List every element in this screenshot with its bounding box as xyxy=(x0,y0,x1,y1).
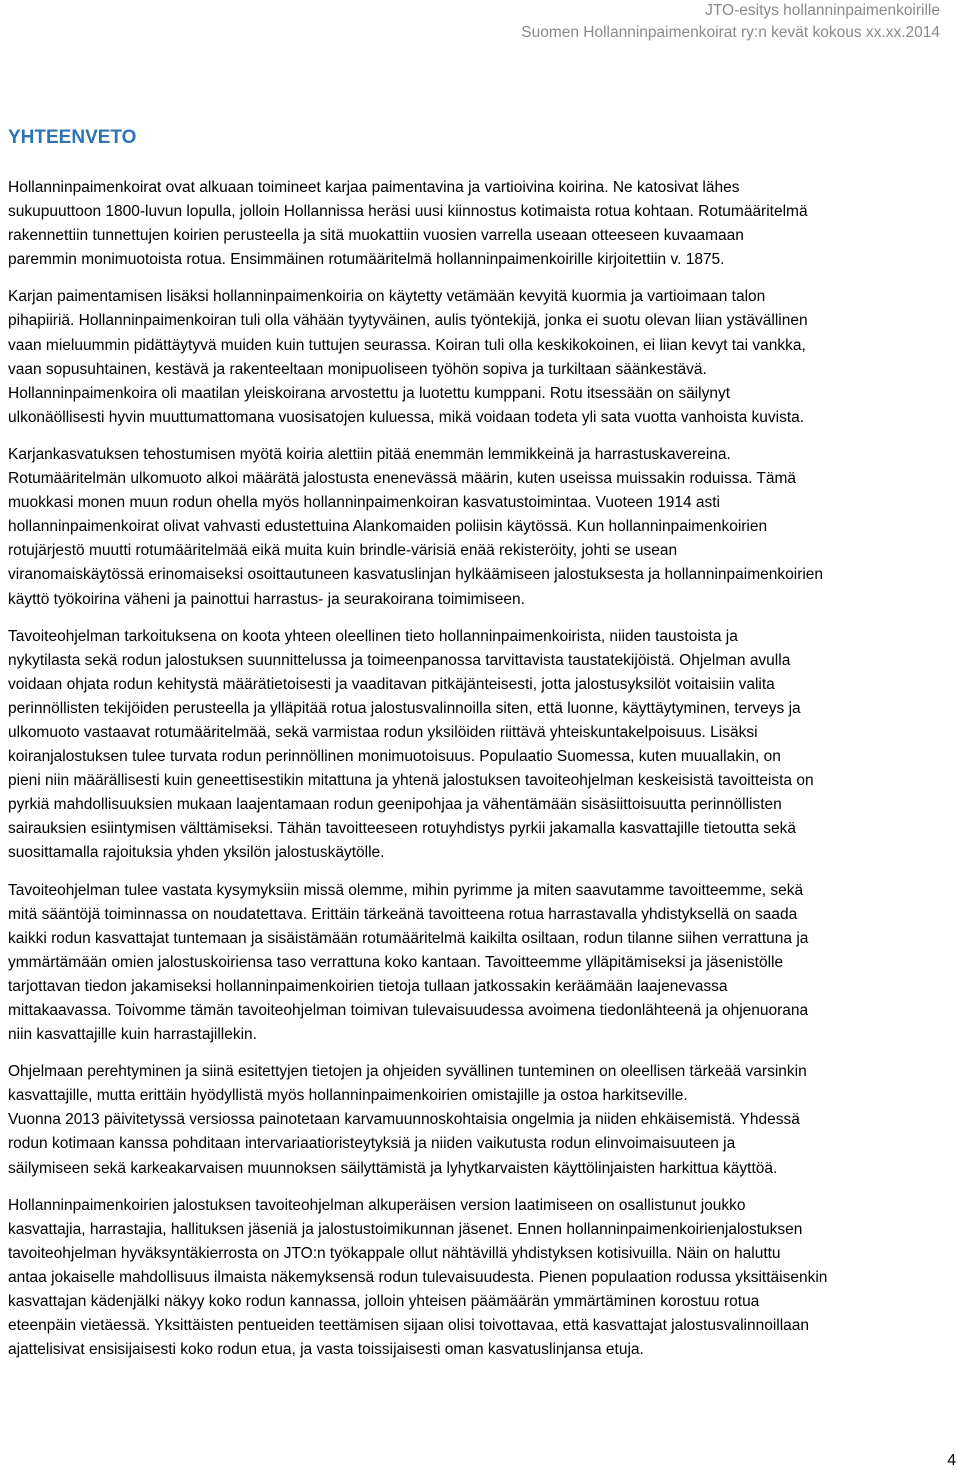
paragraph-line: kasvattajia, harrastajia, hallituksen jäseniä ja jalostustoimikunnan jäsenet. Ennen hollanninpaimenkoirienjalostuksen xyxy=(8,1220,803,1238)
paragraph-line: perinnöllisten tekijöiden perusteella ja ylläpitää rotua jalostusvalinnoilla siten, että luonne, käyttäytyminen, terveys ja xyxy=(8,699,801,717)
paragraph-line: paremmin monimuotoista rotua. Ensimmäinen rotumääritelmä hollanninpaimenkoirille kirjoitettiin v. 1875. xyxy=(8,251,725,269)
paragraph-line: kaikki rodun kasvattajat tuntemaan ja sisäistämään rotumääritelmä kaikilta osiltaan, rodun tilanne siihen verrattuna ja xyxy=(8,929,809,947)
body-paragraph xyxy=(8,285,958,430)
paragraph-line: tarjottavan tiedon jakamiseksi hollanninpaimenkoirien tietoja tullaan jatkossakin keräämään laajenevassa xyxy=(8,977,728,995)
paragraph-line: Vuonna 2013 päivitetyssä versiossa painotetaan karvamuunnoskohtaisia ongelmia ja niiden ehkäisemistä. Yhdessä xyxy=(8,1111,800,1129)
paragraph-line: sairauksien esiintymisen välttämiseksi. Tähän tavoitteeseen rotuyhdistys pyrkii jakamalla kasvattajille tietoutta sekä xyxy=(8,820,796,838)
paragraph-line: pihapiiriä. Hollanninpaimenkoiran tuli olla vähään tyytyväinen, aulis työntekijä, jonka ei suotu olevan liian ystävällinen xyxy=(8,312,808,330)
paragraph-line: muokkasi monen muun rodun ohella myös hollanninpaimenkoiran kasvatustoimintaa. Vuoteen 1914 asti xyxy=(8,494,720,512)
page-number: 4 xyxy=(947,1452,956,1469)
paragraph-line: ulkomuoto vastaavat rotumääritelmää, sekä varmistaa rodun yksilöiden riittävä yhteiskuntakelpoisuus. Lisäksi xyxy=(8,723,758,741)
paragraph-line: pieni niin määrällisesti kuin geneettisestikin mitattuna ja yhtenä jalostuksen tavoiteohjelman keskeisistä tavoitteista on xyxy=(8,772,814,790)
document-body xyxy=(8,176,958,1375)
paragraph-line: eteenpäin vietäessä. Yksittäisten pentueiden teettämisen sijaan olisi toivottavaa, että kasvattajat jalostusvalinnoillaan xyxy=(8,1317,810,1335)
body-paragraph xyxy=(8,879,958,1048)
body-paragraph xyxy=(8,625,958,866)
paragraph-line: vaan sopusuhtainen, kestävä ja rakenteeltaan monipuoliseen työhön sopiva ja turkiltaan säänkestävä. xyxy=(8,360,707,378)
paragraph-line: koiranjalostuksen tulee turvata rodun perinnöllinen monimuotoisuus. Populaatio Suomessa, kuten muuallakin, on xyxy=(8,748,781,766)
paragraph-line: rotujärjestö muutti rotumääritelmää eikä muita kuin brindle-värisiä enää rekisteröity, johti se usean xyxy=(8,542,678,560)
paragraph-line: pyrkiä mahdollisuuksien mukaan laajentamaan rodun geenipohjaa ja vähentämään sisäsiittoisuutta perinnöllisten xyxy=(8,796,782,814)
paragraph-line: kasvattajille, mutta erittäin hyödyllistä myös hollanninpaimenkoirien omistajille ja ostoa harkitseville. xyxy=(8,1087,688,1105)
paragraph-line: sukupuuttoon 1800-luvun lopulla, jolloin Hollannissa heräsi uusi kiinnostus kotimaista rotua kohtaan. Rotumääritelmä xyxy=(8,203,808,221)
paragraph-line: mittakaavassa. Toivomme tämän tavoiteohjelman toimivan tulevaisuudessa avoimena tiedonlähteenä ja ohjenuorana xyxy=(8,1002,809,1019)
paragraph-line: nykytilasta sekä rodun jalostuksen suunnittelussa ja toimeenpanossa tarvittavista taustatekijöistä. Ohjelman avulla xyxy=(8,651,791,669)
header-meeting-info: Suomen Hollanninpaimenkoirat ry:n kevät kokous xx.xx.2014 xyxy=(521,24,940,41)
paragraph-line: Tavoiteohjelman tarkoituksena on koota yhteen oleellinen tieto hollanninpaimenkoirista, niiden taustoista ja xyxy=(8,627,738,645)
paragraph-line: vaan mieluummin pidättäytyvä muiden kuin tuttujen seurassa. Koiran tuli olla keskikokoinen, ei liian kevyt tai vankka, xyxy=(8,336,806,354)
body-paragraph xyxy=(8,443,958,612)
paragraph-line: ajattelisivat ensisijaisesti koko rodun etua, ja vasta toissijaisesti oman kasvatuslinjansa etuja. xyxy=(8,1341,644,1359)
paragraph-line: rakennettiin tunnettujen koirien perusteella ja sitä muokattiin vuosien varrella useaan otteeseen kuvaamaan xyxy=(8,227,744,245)
paragraph-line: voidaan ohjata rodun kehitystä määrätietoisesti ja vaaditavan pitkäjänteisesti, jotta jalostusyksilöt voitaisiin valita xyxy=(8,675,775,693)
paragraph-line: Hollanninpaimenkoirat ovat alkuaan toimineet karjaa paimentavina ja vartioivina koirina. Ne katosivat lähes xyxy=(8,179,740,196)
paragraph-line: viranomaiskäytössä erinomaiseksi osoittautuneen kasvatuslinjan hylkäämiseen jalostuksesta ja hollanninpaimenkoirien xyxy=(8,566,824,584)
paragraph-line: hollanninpaimenkoirat olivat vahvasti edustettuina Alankomaiden poliisin käytössä. Kun hollanninpaimenkoirien xyxy=(8,518,768,536)
section-heading: YHTEENVETO xyxy=(8,127,137,148)
paragraph-line: ymmärtämään omien jalostuskoiriensa taso verrattuna koko kantaan. Tavoitteemme ylläpitämiseksi ja jäsenistölle xyxy=(8,953,784,971)
page-header xyxy=(0,0,960,44)
paragraph-line: rodun kotimaan kanssa pohditaan intervariaatioristeytyksiä ja niiden vaikutusta rodun elinvoimaisuuteen ja xyxy=(8,1135,736,1153)
paragraph-line: Karjankasvatuksen tehostumisen myötä koiria alettiin pitää enemmän lemmikkeinä ja harrastuskavereina. xyxy=(8,445,731,463)
paragraph-line: Hollanninpaimenkoira oli maatilan yleiskoirana arvostettu ja luotettu kumppani. Rotu itsessään on säilynyt xyxy=(8,384,730,402)
paragraph-line: Karjan paimentamisen lisäksi hollanninpaimenkoiria on käytetty vetämään kevyitä kuormia ja vartioimaan talon xyxy=(8,288,766,306)
paragraph-line: mitä sääntöjä toiminnassa on noudatettava. Erittäin tärkeänä tavoitteena rotua harrastavalla yhdistyksellä on saada xyxy=(8,905,798,923)
paragraph-line: niin kasvattajille kuin harrastajillekin. xyxy=(8,1026,257,1044)
body-paragraph xyxy=(8,1194,958,1363)
paragraph-line: Hollanninpaimenkoirien jalostuksen tavoiteohjelman alkuperäisen version laatimiseen on osallistunut joukko xyxy=(8,1196,746,1214)
body-paragraph xyxy=(8,176,958,272)
paragraph-line: kasvattajan kädenjälki näkyy koko rodun kannassa, jolloin yhteisen päämäärän ymmärtäminen korostuu rotua xyxy=(8,1293,760,1311)
body-paragraph xyxy=(8,1060,958,1108)
paragraph-line: tavoiteohjelman hyväksyntäkierrosta on JTO:n työkappale ollut nähtävillä yhdistyksen kotisivuilla. Näin on haluttu xyxy=(8,1244,781,1262)
paragraph-line: säilymiseen sekä karkeakarvaisen muunnoksen säilyttämistä ja lyhytkarvaisten käyttölinjaisten harkittua käyttöä. xyxy=(8,1159,778,1177)
paragraph-line: ulkonäöllisesti hyvin muuttumattomana vuosisatojen kuluessa, mikä voidaan todeta yli sata vuotta vanhoista kuvista. xyxy=(8,408,805,426)
paragraph-line: Tavoiteohjelman tulee vastata kysymyksiin missä olemme, mihin pyrimme ja miten saavutamme tavoitteemme, sekä xyxy=(8,881,804,899)
paragraph-line: suosittamalla rajoituksia yhden yksilön jalostuskäytölle. xyxy=(8,844,385,862)
paragraph-line: Rotumääritelmän ulkomuoto alkoi määrätä jalostusta enenevässä määrin, kuten useissa muissakin roduissa. Tämä xyxy=(8,470,797,488)
paragraph-line: Ohjelmaan perehtyminen ja siinä esitettyjen tietojen ja ohjeiden syvällinen tunteminen on oleellisen tärkeää varsinkin xyxy=(8,1063,807,1081)
header-document-title: JTO-esitys hollanninpaimenkoirille xyxy=(705,2,940,19)
body-paragraph xyxy=(8,1108,958,1180)
paragraph-line: antaa jokaiselle mahdollisuus ilmaista näkemyksensä rodun tulevaisuudesta. Pienen populaation rodussa yksittäisenkin xyxy=(8,1268,828,1286)
paragraph-line: käyttö työkoirina väheni ja painottui harrastus- ja seurakoirana toimimiseen. xyxy=(8,590,525,608)
